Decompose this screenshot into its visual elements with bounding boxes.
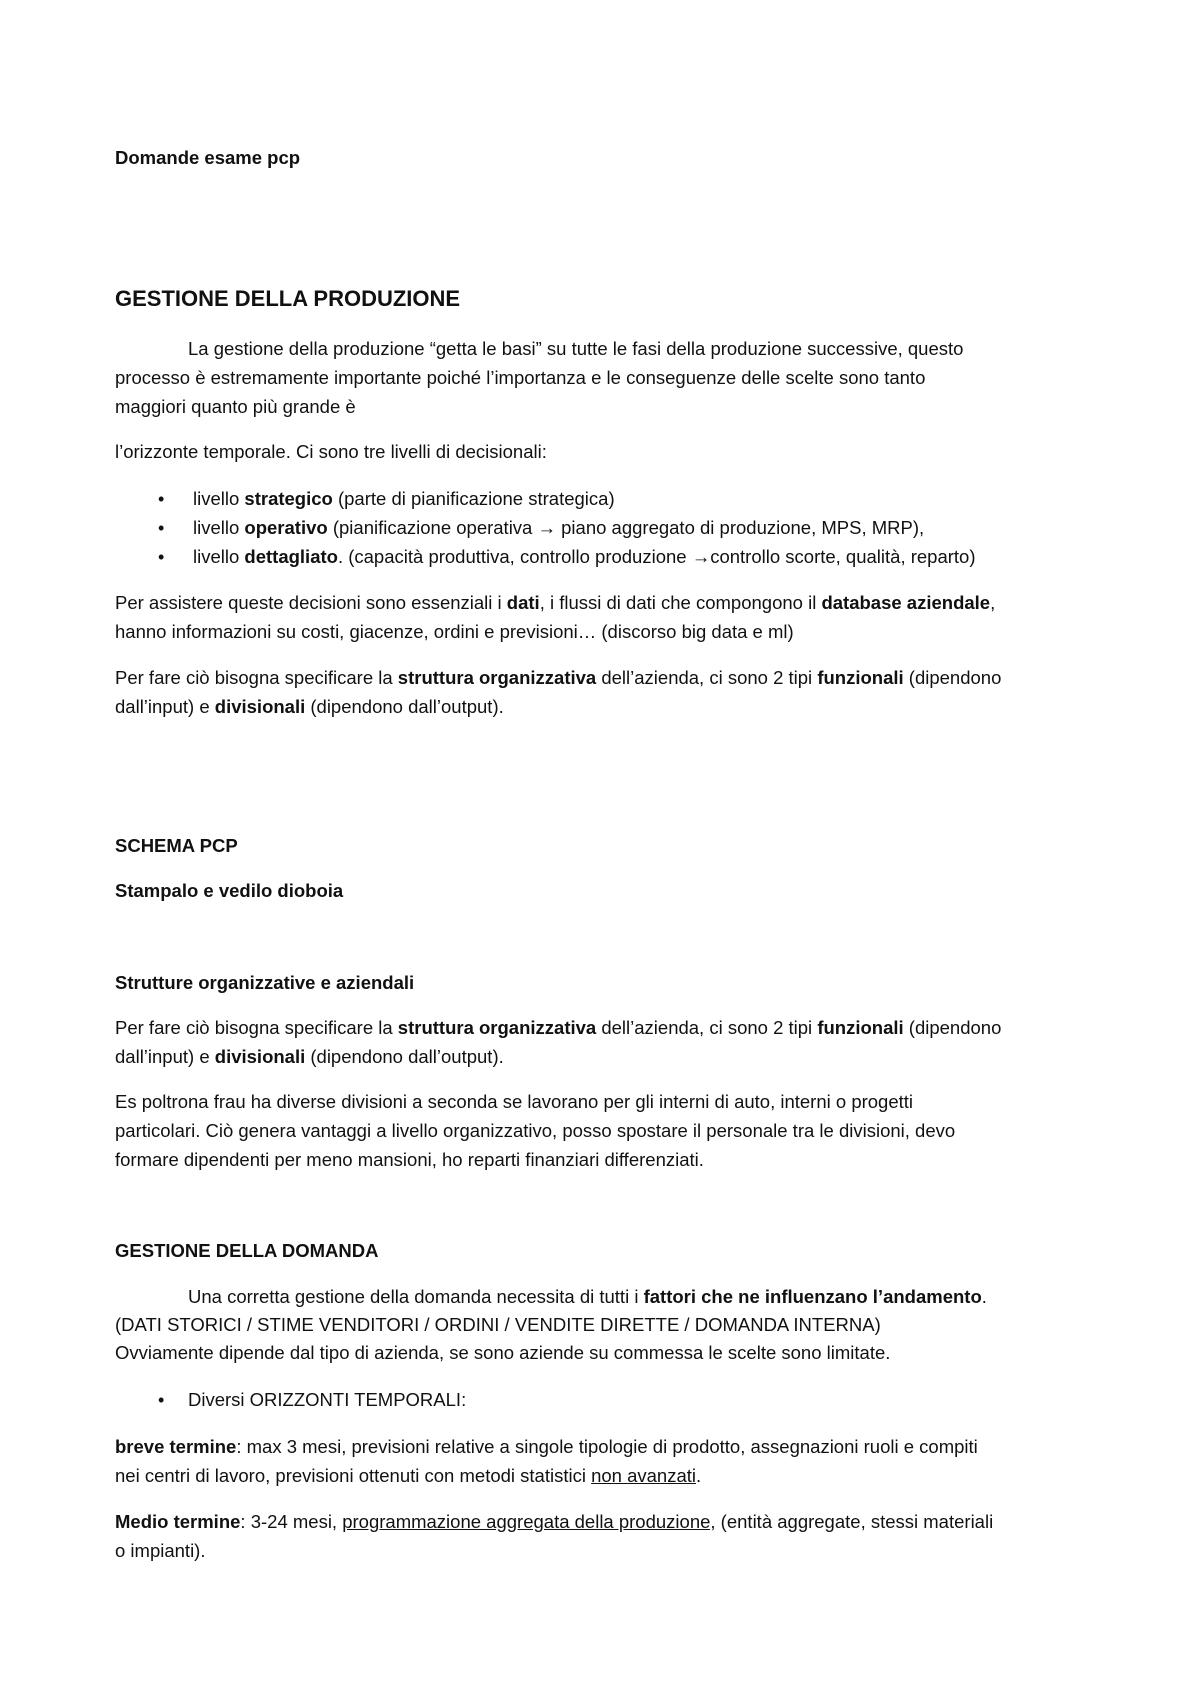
paragraph-line: Ovviamente dipende dal tipo di azienda, se sono aziende su commessa le scelte sono limitate. xyxy=(115,1342,891,1363)
paragraph-line: maggiori quanto più grande è xyxy=(115,396,356,417)
paragraph-line: dall’input) e divisionali (dipendono dall’output). xyxy=(115,696,504,717)
bullet-icon: • xyxy=(158,547,165,567)
paragraph-line: formare dipendenti per meno mansioni, ho reparti finanziari differenziati. xyxy=(115,1149,704,1170)
paragraph-line: Per fare ciò bisogna specificare la struttura organizzativa dell’azienda, ci sono 2 tipi funzionali (dipendono xyxy=(115,667,1002,688)
paragraph-line: hanno informazioni su costi, giacenze, ordini e previsioni… (discorso big data e ml) xyxy=(115,621,794,642)
list-item: livello operativo (pianificazione operativa → piano aggregato di produzione, MPS, MRP), xyxy=(193,517,925,538)
heading-schema-pcp: SCHEMA PCP xyxy=(115,835,238,856)
bullet-icon: • xyxy=(158,518,165,538)
bullet-icon: • xyxy=(158,1390,165,1410)
heading-gestione-produzione: GESTIONE DELLA PRODUZIONE xyxy=(115,286,461,311)
bullet-icon: • xyxy=(158,489,165,509)
paragraph-line: l’orizzonte temporale. Ci sono tre livelli di decisionali: xyxy=(115,441,547,462)
document-title: Domande esame pcp xyxy=(115,147,301,168)
paragraph-line: (DATI STORICI / STIME VENDITORI / ORDINI / VENDITE DIRETTE / DOMANDA INTERNA) xyxy=(115,1314,881,1335)
subheading-schema: Stampalo e vedilo dioboia xyxy=(115,880,344,901)
paragraph-line: processo è estremamente importante poiché l’importanza e le conseguenze delle scelte sono tanto xyxy=(115,367,926,388)
paragraph-line: Per assistere queste decisioni sono essenziali i dati, i flussi di dati che compongono il database aziendale, xyxy=(115,592,996,613)
paragraph-line: Per fare ciò bisogna specificare la struttura organizzativa dell’azienda, ci sono 2 tipi funzionali (dipendono xyxy=(115,1017,1002,1038)
paragraph-line: breve termine: max 3 mesi, previsioni relative a singole tipologie di prodotto, assegnazioni ruoli e compiti xyxy=(115,1436,978,1457)
list-item: livello dettagliato. (capacità produttiva, controllo produzione →controllo scorte, qualità, reparto) xyxy=(193,546,976,567)
paragraph-line: nei centri di lavoro, previsioni ottenuti con metodi statistici non avanzati. xyxy=(115,1465,702,1486)
paragraph-line: Medio termine: 3-24 mesi, programmazione aggregata della produzione, (entità aggregate, stessi materiali xyxy=(115,1511,994,1532)
heading-gestione-domanda: GESTIONE DELLA DOMANDA xyxy=(115,1240,379,1261)
list-item: Diversi ORIZZONTI TEMPORALI: xyxy=(188,1389,467,1410)
paragraph-line: Una corretta gestione della domanda necessita di tutti i fattori che ne influenzano l’andamento. xyxy=(188,1286,987,1307)
list-item: livello strategico (parte di pianificazione strategica) xyxy=(193,488,615,509)
paragraph-line: Es poltrona frau ha diverse divisioni a seconda se lavorano per gli interni di auto, interni o progetti xyxy=(115,1091,914,1112)
paragraph-line: o impianti). xyxy=(115,1540,206,1561)
paragraph-line: dall’input) e divisionali (dipendono dall’output). xyxy=(115,1046,504,1067)
heading-strutture: Strutture organizzative e aziendali xyxy=(115,972,415,993)
paragraph-line: particolari. Ciò genera vantaggi a livello organizzativo, posso spostare il personale tra le divisioni, devo xyxy=(115,1120,956,1141)
paragraph-line: La gestione della produzione “getta le basi” su tutte le fasi della produzione successive, questo xyxy=(188,338,964,359)
